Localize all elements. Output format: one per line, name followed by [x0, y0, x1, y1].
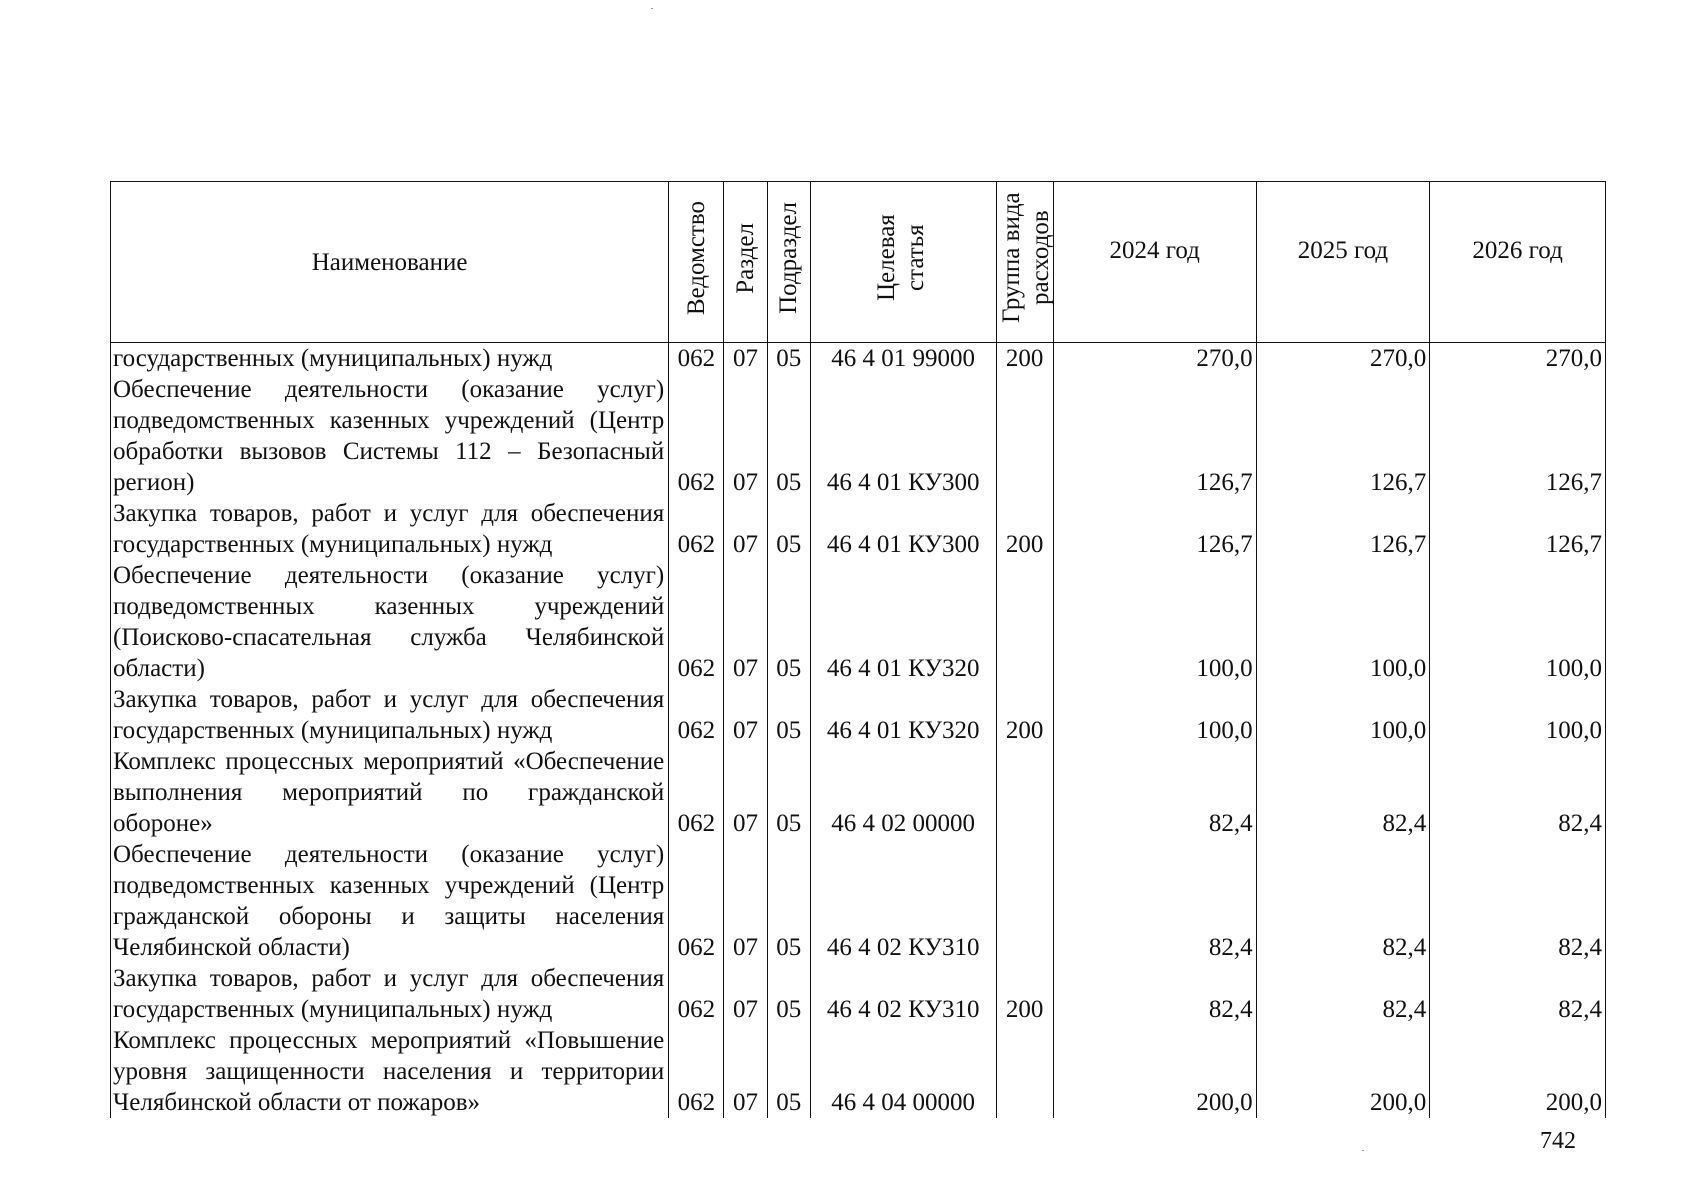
- budget-table: [110, 181, 1606, 1118]
- table-row: [111, 343, 1606, 375]
- cell-target: 46 4 01 99000: [810, 343, 996, 375]
- cell-name: Комплекс процессных мероприятий «Обеспечение выполнения мероприятий по гражданской обороне»: [111, 746, 669, 839]
- table-row: [111, 963, 1606, 1025]
- cell-section: 07: [724, 746, 767, 839]
- cell-y2026: 100,0: [1430, 560, 1606, 684]
- cell-y2025: 100,0: [1256, 684, 1430, 746]
- cell-section: 07: [724, 498, 767, 560]
- cell-y2025: 200,0: [1256, 1025, 1430, 1118]
- header-section: Раздел: [724, 182, 767, 343]
- cell-y2026: 200,0: [1430, 1025, 1606, 1118]
- cell-name: Закупка товаров, работ и услуг для обеспечения государственных (муниципальных) нужд: [111, 684, 669, 746]
- header-y2025: 2025 год: [1256, 182, 1430, 343]
- cell-dept: 062: [669, 684, 724, 746]
- cell-y2025: 82,4: [1256, 839, 1430, 963]
- cell-y2024: 270,0: [1053, 343, 1256, 375]
- cell-y2024: 126,7: [1053, 498, 1256, 560]
- cell-subsection: 05: [767, 498, 810, 560]
- cell-y2024: 200,0: [1053, 1025, 1256, 1118]
- cell-dept: 062: [669, 1025, 724, 1118]
- header-y2026: 2026 год: [1430, 182, 1606, 343]
- scan-speck: [651, 8, 653, 9]
- cell-subsection: 05: [767, 343, 810, 375]
- header-name: Наименование: [111, 182, 669, 343]
- cell-y2025: 126,7: [1256, 498, 1430, 560]
- table-header-row: [111, 182, 1606, 343]
- cell-target: 46 4 01 КУ320: [810, 684, 996, 746]
- cell-y2025: 126,7: [1256, 374, 1430, 498]
- cell-target: 46 4 01 КУ300: [810, 498, 996, 560]
- cell-y2026: 100,0: [1430, 684, 1606, 746]
- table-row: [111, 374, 1606, 498]
- cell-name: Обеспечение деятельности (оказание услуг) подведомственных казенных учреждений (Поисково-спасательная служба Челябинской области): [111, 560, 669, 684]
- cell-y2025: 270,0: [1256, 343, 1430, 375]
- cell-dept: 062: [669, 374, 724, 498]
- cell-y2024: 82,4: [1053, 963, 1256, 1025]
- header-dept: Ведомство: [669, 182, 724, 343]
- cell-dept: 062: [669, 746, 724, 839]
- cell-group: [996, 839, 1053, 963]
- table-row: [111, 839, 1606, 963]
- cell-name: Обеспечение деятельности (оказание услуг) подведомственных казенных учреждений (Центр гражданской обороны и защиты населения Челябинской области): [111, 839, 669, 963]
- cell-target: 46 4 02 00000: [810, 746, 996, 839]
- header-target: Целевая статья: [810, 182, 996, 343]
- cell-section: 07: [724, 343, 767, 375]
- cell-subsection: 05: [767, 839, 810, 963]
- cell-y2024: 82,4: [1053, 839, 1256, 963]
- cell-subsection: 05: [767, 684, 810, 746]
- table-row: [111, 498, 1606, 560]
- cell-name: государственных (муниципальных) нужд: [111, 343, 669, 375]
- header-group: Группа вида расходов: [996, 182, 1053, 343]
- cell-y2025: 100,0: [1256, 560, 1430, 684]
- cell-target: 46 4 02 КУ310: [810, 963, 996, 1025]
- cell-dept: 062: [669, 498, 724, 560]
- cell-y2024: 126,7: [1053, 374, 1256, 498]
- cell-dept: 062: [669, 839, 724, 963]
- table-row: [111, 684, 1606, 746]
- cell-group: [996, 1025, 1053, 1118]
- table-row: [111, 1025, 1606, 1118]
- cell-group: 200: [996, 684, 1053, 746]
- cell-subsection: 05: [767, 560, 810, 684]
- cell-group: [996, 374, 1053, 498]
- cell-y2024: 82,4: [1053, 746, 1256, 839]
- cell-section: 07: [724, 560, 767, 684]
- cell-name: Закупка товаров, работ и услуг для обеспечения государственных (муниципальных) нужд: [111, 963, 669, 1025]
- cell-dept: 062: [669, 963, 724, 1025]
- cell-section: 07: [724, 839, 767, 963]
- table-body: [111, 343, 1606, 1119]
- cell-y2026: 126,7: [1430, 498, 1606, 560]
- cell-name: Обеспечение деятельности (оказание услуг) подведомственных казенных учреждений (Центр обработки вызовов Системы 112 – Безопасный регион): [111, 374, 669, 498]
- cell-target: 46 4 04 00000: [810, 1025, 996, 1118]
- cell-section: 07: [724, 684, 767, 746]
- cell-y2026: 82,4: [1430, 963, 1606, 1025]
- cell-group: [996, 560, 1053, 684]
- cell-name: Закупка товаров, работ и услуг для обеспечения государственных (муниципальных) нужд: [111, 498, 669, 560]
- table-row: [111, 746, 1606, 839]
- cell-y2026: 82,4: [1430, 839, 1606, 963]
- cell-target: 46 4 01 КУ300: [810, 374, 996, 498]
- cell-section: 07: [724, 1025, 767, 1118]
- scan-speck: [1362, 1150, 1364, 1151]
- cell-subsection: 05: [767, 963, 810, 1025]
- cell-y2025: 82,4: [1256, 963, 1430, 1025]
- cell-section: 07: [724, 374, 767, 498]
- cell-subsection: 05: [767, 746, 810, 839]
- cell-y2026: 82,4: [1430, 746, 1606, 839]
- cell-y2025: 82,4: [1256, 746, 1430, 839]
- cell-subsection: 05: [767, 1025, 810, 1118]
- cell-y2026: 270,0: [1430, 343, 1606, 375]
- page-number: 742: [1540, 1128, 1576, 1154]
- cell-group: 200: [996, 343, 1053, 375]
- cell-dept: 062: [669, 343, 724, 375]
- cell-target: 46 4 02 КУ310: [810, 839, 996, 963]
- cell-target: 46 4 01 КУ320: [810, 560, 996, 684]
- cell-group: [996, 746, 1053, 839]
- cell-dept: 062: [669, 560, 724, 684]
- cell-y2024: 100,0: [1053, 684, 1256, 746]
- cell-section: 07: [724, 963, 767, 1025]
- header-subsection: Подраздел: [767, 182, 810, 343]
- header-y2024: 2024 год: [1053, 182, 1256, 343]
- cell-y2024: 100,0: [1053, 560, 1256, 684]
- cell-name: Комплекс процессных мероприятий «Повышение уровня защищенности населения и территории Челябинской области от пожаров»: [111, 1025, 669, 1118]
- cell-subsection: 05: [767, 374, 810, 498]
- cell-y2026: 126,7: [1430, 374, 1606, 498]
- cell-group: 200: [996, 963, 1053, 1025]
- cell-group: 200: [996, 498, 1053, 560]
- table-row: [111, 560, 1606, 684]
